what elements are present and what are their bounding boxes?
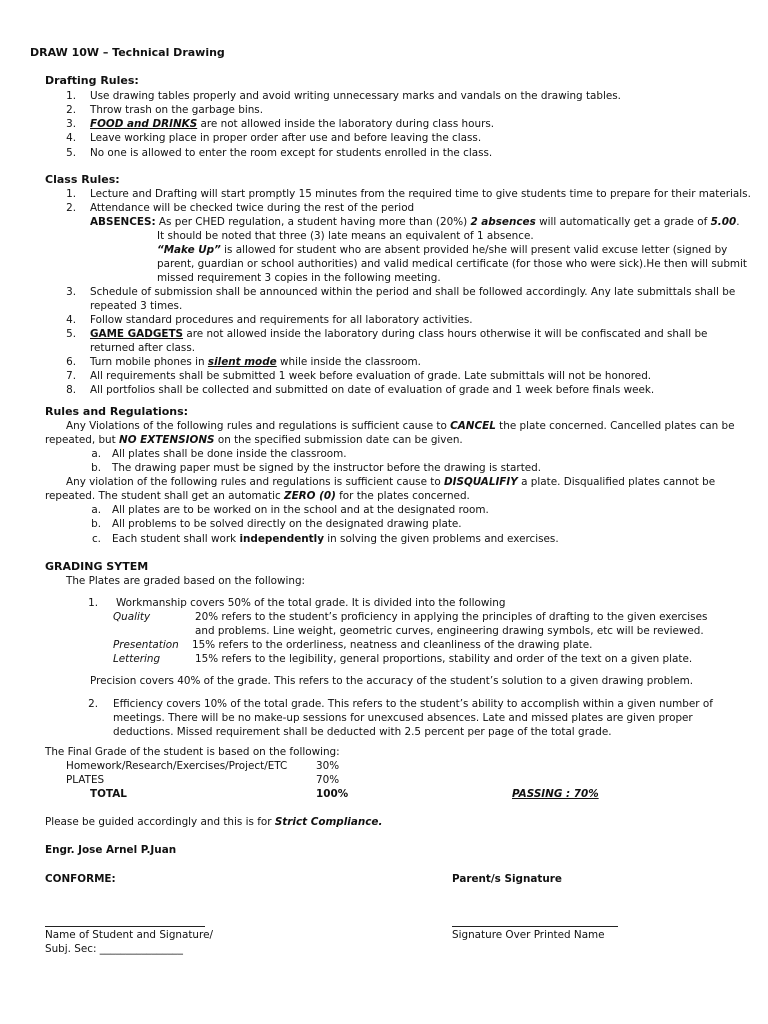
parent-signature-label: Parent/s Signature (452, 873, 562, 885)
list-item: FOOD and DRINKS are not allowed inside the laboratory during class hours. (90, 118, 495, 130)
list-item: Each student shall work independently in solving the given problems and exercises. (112, 533, 559, 545)
list-letter: c. (91, 533, 101, 545)
list-item: Throw trash on the garbage bins. (90, 104, 264, 116)
list-letter: b. (91, 462, 101, 474)
list-number: 8. (66, 384, 76, 396)
list-item: Use drawing tables properly and avoid writing unnecessary marks and vandals on the drawing tables. (90, 90, 621, 102)
efficiency-text-continued: deductions. Missed requirement shall be deducted with 2.5 percent per page of the total grade. (113, 726, 612, 738)
makeup-line: parent, guardian or school authorities) and valid medical certificate (for those who were sick).He then will submit (157, 258, 747, 270)
list-number: 3. (66, 118, 76, 130)
list-letter: a. (91, 504, 101, 516)
passing-grade: PASSING : 70% (512, 788, 599, 800)
lettering-text: 15% refers to the legibility, general proportions, stability and order of the text on a given plate. (195, 653, 693, 665)
drafting-rules-heading: Drafting Rules: (45, 74, 139, 87)
list-item: Schedule of submission shall be announced within the period and shall be followed accordingly. Any late submittals shall be (90, 286, 736, 298)
list-number: 2. (88, 698, 98, 710)
quality-label: Quality (113, 611, 151, 623)
parent-signature-caption: Signature Over Printed Name (452, 929, 605, 941)
presentation-label: Presentation (113, 639, 179, 651)
closing-statement: Please be guided accordingly and this is for Strict Compliance. (45, 816, 383, 828)
makeup-line: missed requirement 3 copies in the following meeting. (157, 272, 441, 284)
list-number: 5. (66, 147, 76, 159)
list-number: 1. (66, 90, 76, 102)
list-item: Attendance will be checked twice during the rest of the period (90, 202, 415, 214)
efficiency-text: Efficiency covers 10% of the total grade. This refers to the student’s ability to accomplish within a given number of (113, 698, 713, 710)
parent-signature-line (452, 926, 618, 927)
list-item: Leave working place in proper order after use and before leaving the class. (90, 132, 482, 144)
disqualify-paragraph-line2: repeated. The student shall get an automatic ZERO (0) for the plates concerned. (45, 490, 470, 502)
quality-text-continued: and problems. Line weight, geometric curves, engineering drawing symbols, etc will be reviewed. (195, 625, 704, 637)
efficiency-text-continued: meetings. There will be no make-up sessions for unexcused absences. Late and missed plates are given proper (113, 712, 693, 724)
list-item: All requirements shall be submitted 1 week before evaluation of grade. Late submittals will not be honored. (90, 370, 652, 382)
instructor-name: Engr. Jose Arnel P.Juan (45, 844, 177, 856)
absences-note: It should be noted that three (3) late means an equivalent of 1 absence. (157, 230, 534, 242)
total-label: TOTAL (90, 788, 127, 800)
subject-section-field: Subj. Sec: ________________ (45, 943, 183, 955)
grade-row-label: Homework/Research/Exercises/Project/ETC (66, 760, 288, 772)
conforme-label: CONFORME: (45, 873, 116, 885)
list-number: 6. (66, 356, 76, 368)
list-item: All plates are to be worked on in the school and at the designated room. (112, 504, 489, 516)
lettering-label: Lettering (113, 653, 161, 665)
list-item: No one is allowed to enter the room except for students enrolled in the class. (90, 147, 493, 159)
list-number: 4. (66, 132, 76, 144)
list-number: 2. (66, 202, 76, 214)
student-signature-caption: Name of Student and Signature/ (45, 929, 213, 941)
list-item: The drawing paper must be signed by the instructor before the drawing is started. (112, 462, 542, 474)
class-rules-heading: Class Rules: (45, 173, 120, 186)
rules-regulations-heading: Rules and Regulations: (45, 405, 189, 418)
list-number: 7. (66, 370, 76, 382)
grade-row-value: 70% (316, 774, 340, 786)
list-number: 2. (66, 104, 76, 116)
precision-text: Precision covers 40% of the grade. This refers to the accuracy of the student’s solution to a given drawing problem. (90, 675, 694, 687)
presentation-text: 15% refers to the orderliness, neatness and cleanliness of the drawing plate. (192, 639, 593, 651)
workmanship-text: Workmanship covers 50% of the total grade. It is divided into the following (116, 597, 506, 609)
student-signature-line (45, 926, 205, 927)
total-value: 100% (316, 788, 349, 800)
document-title: DRAW 10W – Technical Drawing (30, 46, 225, 59)
list-item: All plates shall be done inside the classroom. (112, 448, 347, 460)
quality-text: 20% refers to the student’s proficiency in applying the principles of drafting to the given exercises (195, 611, 708, 623)
disqualify-paragraph: Any violation of the following rules and regulations is sufficient cause to DISQUALIFIY a plate. Disqualified plates cannot be (66, 476, 716, 488)
emphasis: FOOD and DRINKS (90, 118, 198, 130)
list-item-continued: returned after class. (90, 342, 196, 354)
cancel-paragraph-line2: repeated, but NO EXTENSIONS on the specified submission date can be given. (45, 434, 463, 446)
list-number: 1. (66, 188, 76, 200)
list-item: All problems to be solved directly on the designated drawing plate. (112, 518, 462, 530)
grade-row-value: 30% (316, 760, 340, 772)
grading-heading: GRADING SYTEM (45, 560, 149, 573)
list-number: 5. (66, 328, 76, 340)
absences-paragraph: ABSENCES: As per CHED regulation, a student having more than (20%) 2 absences will automatically get a grade of 5.00. (90, 216, 740, 228)
list-number: 4. (66, 314, 76, 326)
list-item: GAME GADGETS are not allowed inside the laboratory during class hours otherwise it will be confiscated and shall be (90, 328, 708, 340)
list-item: Follow standard procedures and requirements for all laboratory activities. (90, 314, 473, 326)
final-grade-intro: The Final Grade of the student is based on the following: (45, 746, 340, 758)
list-number: 3. (66, 286, 76, 298)
list-item-continued: repeated 3 times. (90, 300, 183, 312)
list-number: 1. (88, 597, 98, 609)
makeup-paragraph: “Make Up” is allowed for student who are absent provided he/she will present valid excuse letter (signed by (157, 244, 728, 256)
list-item: Turn mobile phones in silent mode while inside the classroom. (90, 356, 421, 368)
list-item: Lecture and Drafting will start promptly 15 minutes from the required time to give students time to prepare for their materials. (90, 188, 751, 200)
list-letter: b. (91, 518, 101, 530)
absences-label: ABSENCES: (90, 216, 156, 228)
list-item: All portfolios shall be collected and submitted on date of evaluation of grade and 1 week before finals week. (90, 384, 655, 396)
cancel-paragraph: Any Violations of the following rules and regulations is sufficient cause to CANCEL the plate concerned. Cancelled plates can be (66, 420, 735, 432)
list-letter: a. (91, 448, 101, 460)
grade-row-label: PLATES (66, 774, 105, 786)
grading-intro: The Plates are graded based on the following: (66, 575, 306, 587)
